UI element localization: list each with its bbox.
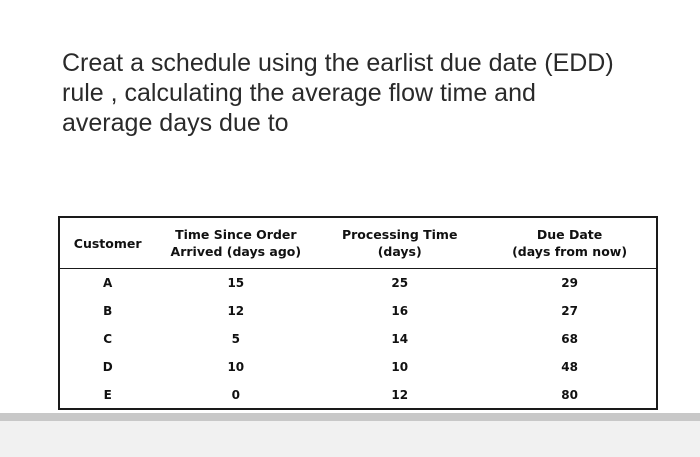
- cell-customer: D: [102, 360, 113, 374]
- cell-due-date: 27: [561, 304, 578, 318]
- cell-due-date: 68: [561, 332, 578, 346]
- header-due-date-line2: (days from now): [512, 244, 628, 259]
- cell-due-date: 29: [561, 276, 578, 290]
- header-customer: [60, 218, 155, 269]
- table-row: [60, 269, 656, 298]
- cell-customer: A: [103, 276, 113, 290]
- bottom-divider-bar: [0, 413, 700, 421]
- cell-time-since-order: 12: [227, 304, 245, 318]
- cell-processing-time: 10: [391, 360, 409, 374]
- question-line-3: average days due to: [62, 109, 289, 137]
- header-due-date: [483, 218, 656, 269]
- cell-processing-time: 14: [391, 332, 409, 346]
- table-header-row: [60, 218, 656, 269]
- question-line-1: Creat a schedule using the earlist due date (EDD): [62, 49, 614, 77]
- schedule-table: [60, 218, 656, 409]
- cell-customer: C: [103, 332, 113, 346]
- table-row: [60, 297, 656, 325]
- header-time-since-order: [155, 218, 316, 269]
- cell-due-date: 80: [561, 388, 578, 402]
- table-row: [60, 381, 656, 409]
- cell-customer: B: [103, 304, 113, 318]
- header-processing-time-line2: (days): [377, 244, 422, 259]
- bottom-blank-area: [0, 421, 700, 457]
- cell-time-since-order: 10: [227, 360, 245, 374]
- question-line-2: rule , calculating the average flow time and: [62, 79, 536, 107]
- cell-time-since-order: 5: [231, 332, 240, 346]
- header-time-since-order-line1: Time Since Order: [175, 227, 297, 242]
- schedule-table-frame: [58, 216, 658, 410]
- cell-time-since-order: 15: [227, 276, 245, 290]
- cell-processing-time: 12: [391, 388, 409, 402]
- question-text: [62, 48, 682, 138]
- header-due-date-line1: Due Date: [536, 227, 603, 242]
- cell-due-date: 48: [561, 360, 578, 374]
- cell-customer: E: [103, 388, 112, 402]
- table-row: [60, 353, 656, 381]
- table-row: [60, 325, 656, 353]
- cell-processing-time: 25: [391, 276, 409, 290]
- cell-time-since-order: 0: [231, 388, 240, 402]
- header-time-since-order-line2: Arrived (days ago): [170, 244, 302, 259]
- header-processing-time: [316, 218, 483, 269]
- header-processing-time-line1: Processing Time: [341, 227, 458, 242]
- cell-processing-time: 16: [391, 304, 409, 318]
- header-customer-label: Customer: [73, 235, 142, 251]
